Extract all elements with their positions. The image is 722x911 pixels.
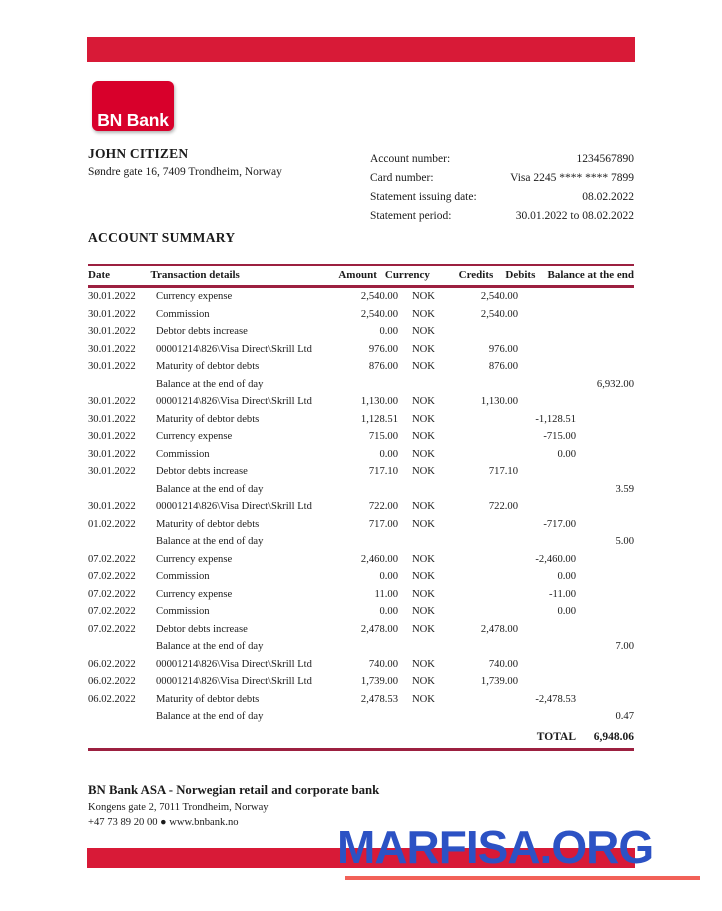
header-red-bar — [87, 37, 635, 62]
cell-amount — [320, 638, 398, 656]
cell-credits: 1,739.00 — [480, 676, 518, 687]
table-row — [88, 341, 634, 359]
cell-amount: 740.00 — [368, 658, 398, 670]
cell-amount: 2,478.00 — [360, 623, 398, 635]
cell-debits: 0.00 — [557, 571, 576, 582]
footer-bank-title: BN Bank ASA - Norwegian retail and corporate bank — [88, 783, 380, 797]
cell-debits: 0.00 — [557, 448, 576, 460]
footer-bank-address: Kongens gate 2, 7011 Trondheim, Norway — [88, 802, 269, 813]
cell-credits: 740.00 — [488, 658, 518, 670]
cell-credits — [450, 568, 518, 586]
cell-balance — [576, 621, 634, 639]
cell-balance: 5.00 — [615, 536, 634, 547]
cell-date — [88, 638, 150, 656]
cell-date: 07.02.2022 — [88, 606, 136, 617]
cell-amount: 0.00 — [379, 448, 398, 460]
cell-currency: NOK — [412, 606, 435, 617]
col-header-details: Transaction details — [150, 269, 240, 281]
total-row — [88, 726, 634, 747]
cell-details: 00001214\826\Visa Direct\Skrill Ltd — [156, 501, 312, 512]
cell-amount: 717.10 — [368, 466, 398, 477]
watermark-underline — [345, 876, 700, 880]
cell-currency: NOK — [412, 676, 435, 687]
table-row — [88, 586, 634, 604]
cell-details: Commission — [156, 571, 210, 582]
cell-currency: NOK — [412, 571, 435, 582]
table-row — [88, 551, 634, 569]
cell-date: 30.01.2022 — [88, 431, 136, 442]
total-spacer-cell — [320, 726, 398, 747]
cell-currency: NOK — [412, 501, 435, 512]
cell-date: 01.02.2022 — [88, 518, 136, 530]
meta-row-account-number — [370, 150, 634, 169]
balance-row — [88, 638, 634, 656]
cell-details: Balance at the end of day — [156, 378, 264, 390]
col-header-date: Date — [88, 269, 110, 281]
table-header-row — [88, 266, 634, 285]
cell-balance — [576, 568, 634, 586]
logo-label: BN Bank — [97, 109, 169, 130]
cell-credits — [450, 691, 518, 709]
footer-bank-contact: +47 73 89 20 00 ● www.bnbank.no — [88, 817, 239, 828]
cell-credits: 2,540.00 — [480, 308, 518, 320]
cell-date: 30.01.2022 — [88, 291, 136, 302]
cell-details: Maturity of debtor debts — [156, 693, 260, 705]
cell-debits: -2,460.00 — [535, 553, 576, 565]
cell-debits — [518, 498, 576, 516]
table-row — [88, 673, 634, 691]
cell-date: 30.01.2022 — [88, 343, 136, 355]
cell-credits — [450, 586, 518, 604]
cell-currency: NOK — [412, 623, 435, 635]
cell-currency: NOK — [412, 693, 435, 705]
cell-amount: 0.00 — [379, 606, 398, 617]
table-row — [88, 603, 634, 621]
cell-amount: 1,128.51 — [360, 413, 398, 425]
cell-debits: 0.00 — [557, 606, 576, 617]
cell-balance — [576, 341, 634, 359]
cell-currency — [398, 638, 450, 656]
total-spacer-cell — [398, 726, 450, 747]
cell-balance — [576, 463, 634, 481]
cell-debits: -2,478.53 — [535, 693, 576, 705]
balance-row — [88, 533, 634, 551]
cell-credits — [450, 533, 518, 551]
cell-balance: 6,932.00 — [596, 378, 634, 390]
cell-balance — [576, 411, 634, 429]
col-header-amount: Amount — [338, 269, 377, 281]
cell-currency: NOK — [412, 326, 435, 337]
cell-date: 07.02.2022 — [88, 623, 136, 635]
cell-balance — [576, 288, 634, 306]
cell-details: 00001214\826\Visa Direct\Skrill Ltd — [156, 676, 312, 687]
cell-currency: NOK — [412, 413, 435, 425]
cell-debits — [518, 376, 576, 394]
card-number-value: Visa 2245 **** **** 7899 — [510, 172, 634, 184]
total-label: TOTAL — [536, 730, 576, 743]
cell-debits: -1,128.51 — [535, 413, 576, 425]
total-spacer-cell — [88, 726, 150, 747]
cell-debits — [518, 638, 576, 656]
cell-amount: 0.00 — [379, 326, 398, 337]
cell-credits: 722.00 — [488, 501, 518, 512]
cell-credits — [450, 638, 518, 656]
cell-balance — [576, 358, 634, 376]
cell-debits: -717.00 — [543, 518, 576, 530]
cell-currency: NOK — [412, 448, 435, 460]
meta-row-statement-period — [370, 207, 634, 226]
cell-balance — [576, 551, 634, 569]
cell-debits — [518, 358, 576, 376]
cell-currency: NOK — [412, 343, 435, 355]
cell-amount: 2,478.53 — [360, 693, 398, 705]
cell-debits — [518, 306, 576, 324]
cell-details: Currency expense — [156, 431, 233, 442]
cell-amount: 0.00 — [379, 571, 398, 582]
balance-row — [88, 481, 634, 499]
cell-currency — [398, 376, 450, 394]
cell-balance — [576, 586, 634, 604]
table-row — [88, 446, 634, 464]
table-head — [88, 266, 634, 285]
account-meta-block — [370, 150, 634, 226]
cell-details: Maturity of debtor debts — [156, 361, 260, 372]
cell-debits — [518, 708, 576, 726]
cell-currency: NOK — [412, 658, 435, 670]
table-body — [88, 288, 634, 746]
cell-currency — [398, 481, 450, 499]
account-number-label: Account number: — [370, 153, 451, 165]
cell-date: 30.01.2022 — [88, 448, 136, 460]
meta-row-issuing-date — [370, 188, 634, 207]
cell-balance — [576, 691, 634, 709]
cell-currency: NOK — [412, 553, 435, 565]
table-row — [88, 498, 634, 516]
cell-balance — [576, 323, 634, 341]
cell-amount — [320, 708, 398, 726]
table-bottom-rule — [88, 748, 634, 751]
cell-debits: -715.00 — [543, 431, 576, 442]
cell-currency: NOK — [412, 396, 435, 407]
cell-balance: 7.00 — [615, 641, 634, 652]
col-header-currency: Currency — [384, 269, 430, 281]
cell-details: Maturity of debtor debts — [156, 518, 260, 530]
cell-credits — [450, 551, 518, 569]
cell-date: 06.02.2022 — [88, 658, 136, 670]
cell-date — [88, 481, 150, 499]
cell-currency — [398, 708, 450, 726]
table-row — [88, 428, 634, 446]
cell-amount — [320, 376, 398, 394]
cell-balance — [576, 603, 634, 621]
cell-amount: 876.00 — [368, 361, 398, 372]
cell-currency: NOK — [412, 431, 435, 442]
cell-details: 00001214\826\Visa Direct\Skrill Ltd — [156, 343, 312, 355]
table-row — [88, 288, 634, 306]
cell-balance — [576, 498, 634, 516]
table-row — [88, 358, 634, 376]
table-row — [88, 306, 634, 324]
col-header-balance: Balance at the end — [547, 269, 634, 281]
cell-details: Maturity of debtor debts — [156, 413, 260, 425]
cell-amount: 2,540.00 — [360, 308, 398, 320]
cell-date: 07.02.2022 — [88, 588, 136, 600]
balance-row — [88, 376, 634, 394]
cell-credits: 2,478.00 — [480, 623, 518, 635]
cell-date: 06.02.2022 — [88, 693, 136, 705]
cell-details: Debtor debts increase — [156, 623, 248, 635]
issuing-date-label: Statement issuing date: — [370, 191, 477, 203]
cell-details: Balance at the end of day — [156, 711, 264, 722]
table-row — [88, 621, 634, 639]
cell-currency: NOK — [412, 588, 435, 600]
cell-date — [88, 708, 150, 726]
cell-currency — [398, 533, 450, 551]
cell-date: 30.01.2022 — [88, 501, 136, 512]
cell-amount — [320, 533, 398, 551]
cell-credits: 876.00 — [488, 361, 518, 372]
cell-credits — [450, 708, 518, 726]
cell-amount: 2,460.00 — [360, 553, 398, 565]
statement-period-label: Statement period: — [370, 210, 452, 222]
statement-period-value: 30.01.2022 to 08.02.2022 — [515, 210, 634, 222]
cell-debits — [518, 341, 576, 359]
cell-credits: 2,540.00 — [480, 291, 518, 302]
cell-credits: 976.00 — [488, 343, 518, 355]
table-row — [88, 411, 634, 429]
cell-debits — [518, 533, 576, 551]
cell-debits — [518, 656, 576, 674]
cell-debits — [518, 288, 576, 306]
table-row — [88, 656, 634, 674]
cell-details: Debtor debts increase — [156, 466, 248, 477]
issuing-date-value: 08.02.2022 — [582, 191, 634, 203]
customer-name: JOHN CITIZEN — [88, 146, 189, 161]
cell-credits — [450, 428, 518, 446]
cell-date: 07.02.2022 — [88, 571, 136, 582]
cell-date: 30.01.2022 — [88, 413, 136, 425]
cell-credits: 1,130.00 — [480, 396, 518, 407]
cell-debits — [518, 673, 576, 691]
watermark-text: MARFISA.ORG — [337, 821, 654, 873]
cell-amount: 1,739.00 — [360, 676, 398, 687]
cell-details: Currency expense — [156, 588, 233, 600]
cell-debits — [518, 621, 576, 639]
cell-details: Debtor debts increase — [156, 326, 248, 337]
cell-debits — [518, 463, 576, 481]
cell-date — [88, 533, 150, 551]
cell-debits — [518, 481, 576, 499]
cell-amount: 715.00 — [368, 431, 398, 442]
transactions-table-wrap — [88, 264, 634, 751]
cell-details: Balance at the end of day — [156, 536, 264, 547]
table-row — [88, 568, 634, 586]
table-row — [88, 516, 634, 534]
cell-balance — [576, 428, 634, 446]
cell-details: Commission — [156, 448, 210, 460]
total-spacer-cell — [450, 726, 518, 747]
cell-details: Commission — [156, 606, 210, 617]
balance-row — [88, 708, 634, 726]
cell-balance — [576, 393, 634, 411]
cell-debits — [518, 393, 576, 411]
cell-details: Balance at the end of day — [156, 483, 264, 495]
transactions-table — [88, 266, 634, 285]
cell-debits — [518, 323, 576, 341]
cell-balance — [576, 516, 634, 534]
section-title-account-summary: ACCOUNT SUMMARY — [88, 230, 236, 245]
col-header-debits: Debits — [505, 269, 536, 281]
cell-details: 00001214\826\Visa Direct\Skrill Ltd — [156, 396, 312, 407]
cell-credits — [450, 446, 518, 464]
cell-credits — [450, 323, 518, 341]
cell-currency: NOK — [412, 518, 435, 530]
cell-balance — [576, 306, 634, 324]
cell-credits: 717.10 — [488, 466, 518, 477]
bn-bank-logo — [92, 81, 174, 131]
cell-credits — [450, 411, 518, 429]
cell-date: 06.02.2022 — [88, 676, 136, 687]
cell-details: Balance at the end of day — [156, 641, 264, 652]
cell-balance — [576, 673, 634, 691]
cell-credits — [450, 516, 518, 534]
cell-details: Commission — [156, 308, 210, 320]
cell-amount: 976.00 — [368, 343, 398, 355]
cell-amount: 722.00 — [368, 501, 398, 512]
transactions-body-table — [88, 288, 634, 746]
cell-date: 30.01.2022 — [88, 308, 136, 320]
cell-date: 30.01.2022 — [88, 326, 136, 337]
cell-currency: NOK — [412, 361, 435, 372]
table-row — [88, 463, 634, 481]
cell-amount: 11.00 — [374, 588, 398, 600]
table-row — [88, 691, 634, 709]
cell-details: Currency expense — [156, 553, 233, 565]
table-row — [88, 393, 634, 411]
cell-credits — [450, 481, 518, 499]
meta-row-card-number — [370, 169, 634, 188]
total-spacer-cell — [150, 726, 320, 747]
table-row — [88, 323, 634, 341]
cell-date: 07.02.2022 — [88, 553, 136, 565]
cell-date: 30.01.2022 — [88, 396, 136, 407]
cell-amount — [320, 481, 398, 499]
cell-date: 30.01.2022 — [88, 361, 136, 372]
cell-amount: 2,540.00 — [360, 291, 398, 302]
cell-details: 00001214\826\Visa Direct\Skrill Ltd — [156, 658, 312, 670]
cell-balance: 3.59 — [615, 483, 634, 495]
cell-balance: 0.47 — [615, 711, 634, 722]
card-number-label: Card number: — [370, 172, 434, 184]
cell-debits: -11.00 — [549, 588, 576, 600]
cell-date: 30.01.2022 — [88, 466, 136, 477]
account-number-value: 1234567890 — [576, 153, 634, 165]
cell-currency: NOK — [412, 466, 435, 477]
cell-balance — [576, 446, 634, 464]
cell-credits — [450, 376, 518, 394]
total-value: 6,948.06 — [593, 730, 634, 743]
cell-credits — [450, 603, 518, 621]
col-header-credits: Credits — [458, 269, 494, 281]
cell-currency: NOK — [412, 291, 435, 302]
customer-address: Søndre gate 16, 7409 Trondheim, Norway — [88, 166, 282, 178]
cell-amount: 1,130.00 — [360, 396, 398, 407]
cell-currency: NOK — [412, 308, 435, 320]
cell-balance — [576, 656, 634, 674]
cell-date — [88, 376, 150, 394]
cell-amount: 717.00 — [368, 518, 398, 530]
cell-details: Currency expense — [156, 291, 233, 302]
